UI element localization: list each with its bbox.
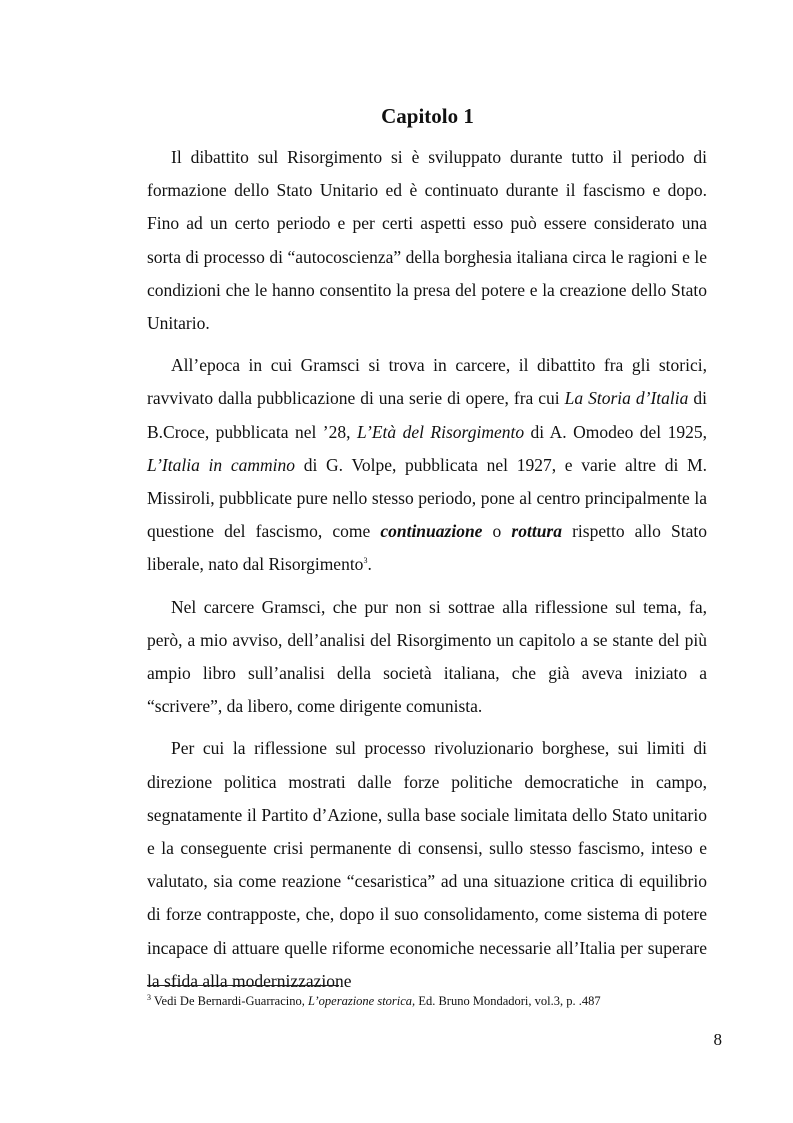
book-title-eta-risorgimento: L’Età del Risorgimento	[356, 421, 525, 442]
paragraph-2-text: di G. Volpe, pubblicata nel 1927, e varie altre di M. Missiroli, pubblicate pure nello stesso periodo, pone al centro principalmente la questione del fascismo, come	[147, 454, 708, 542]
footnote-reference: 3	[363, 556, 368, 566]
paragraph-2-text: .	[367, 554, 372, 575]
paragraph-2-text: All’epoca in cui Gramsci si trova in carcere, il dibattito fra gli storici, ravvivato dalla pubblicazione di una serie di opere, fra cui	[147, 355, 707, 409]
paragraph-3: Nel carcere Gramsci, che pur non si sottrae alla riflessione sul tema, fa, però, a mio avviso, dell’analisi del Risorgimento un capitolo a se stante del più ampio libro sull’analisi della società italiana, che già aveva iniziato a “scrivere”, da libero, come dirigente comunista.	[147, 596, 707, 717]
footnote-book-title: L’operazione storica,	[308, 994, 416, 1008]
footnote-text: Vedi De Bernardi-Guarracino,	[151, 994, 309, 1008]
body-text	[147, 141, 707, 1007]
book-title-italia-cammino: L’Italia in cammino	[147, 454, 296, 475]
chapter-title: Capitolo 1	[381, 104, 474, 128]
paragraph-2-text: di B.Croce, pubblicata nel ’28,	[147, 388, 707, 442]
paragraph-4: Per cui la riflessione sul processo rivoluzionario borghese, sui limiti di direzione politica mostrati dalle forze politiche democratiche in campo, segnatamente il Partito d’Azione, sulla base sociale limitata dello Stato unitario e la conseguente crisi permanente di consensi, sullo stesso fascismo, inteso e valutato, sia come reazione “cesaristica” ad una situazione critica di equilibrio di forze contrapposte, che, dopo il suo consolidamento, come sistema di potere incapace di attuare quelle riforme economiche necessarie all’Italia per superare la sfida alla modernizzazione	[147, 738, 707, 991]
emphasis-continuazione: continuazione	[380, 521, 483, 542]
footnote-separator	[147, 985, 339, 986]
footnote-text: Ed. Bruno Mondadori, vol.3, p. .487	[415, 994, 601, 1008]
paragraph-2-text: o	[482, 521, 512, 542]
paragraph-1: Il dibattito sul Risorgimento si è sviluppato durante tutto il periodo di formazione dello Stato Unitario ed è continuato durante il fascismo e dopo. Fino ad un certo periodo e per certi aspetti esso può essere considerato una sorta di processo di “autocoscienza” della borghesia italiana circa le ragioni e le condizioni che le hanno consentito la presa del potere e la creazione dello Stato Unitario.	[147, 147, 707, 334]
page-number: 8	[713, 1030, 722, 1049]
footnote	[147, 993, 727, 1009]
paragraph-2-text: rispetto allo Stato liberale, nato dal Risorgimento	[147, 521, 707, 575]
paragraph-2-text: di A. Omodeo del 1925,	[524, 421, 707, 442]
emphasis-rottura: rottura	[511, 521, 562, 542]
book-title-storia-italia: La Storia d’Italia	[564, 388, 689, 409]
paragraph-2	[147, 349, 707, 581]
footnote-number: 3	[147, 992, 151, 1002]
